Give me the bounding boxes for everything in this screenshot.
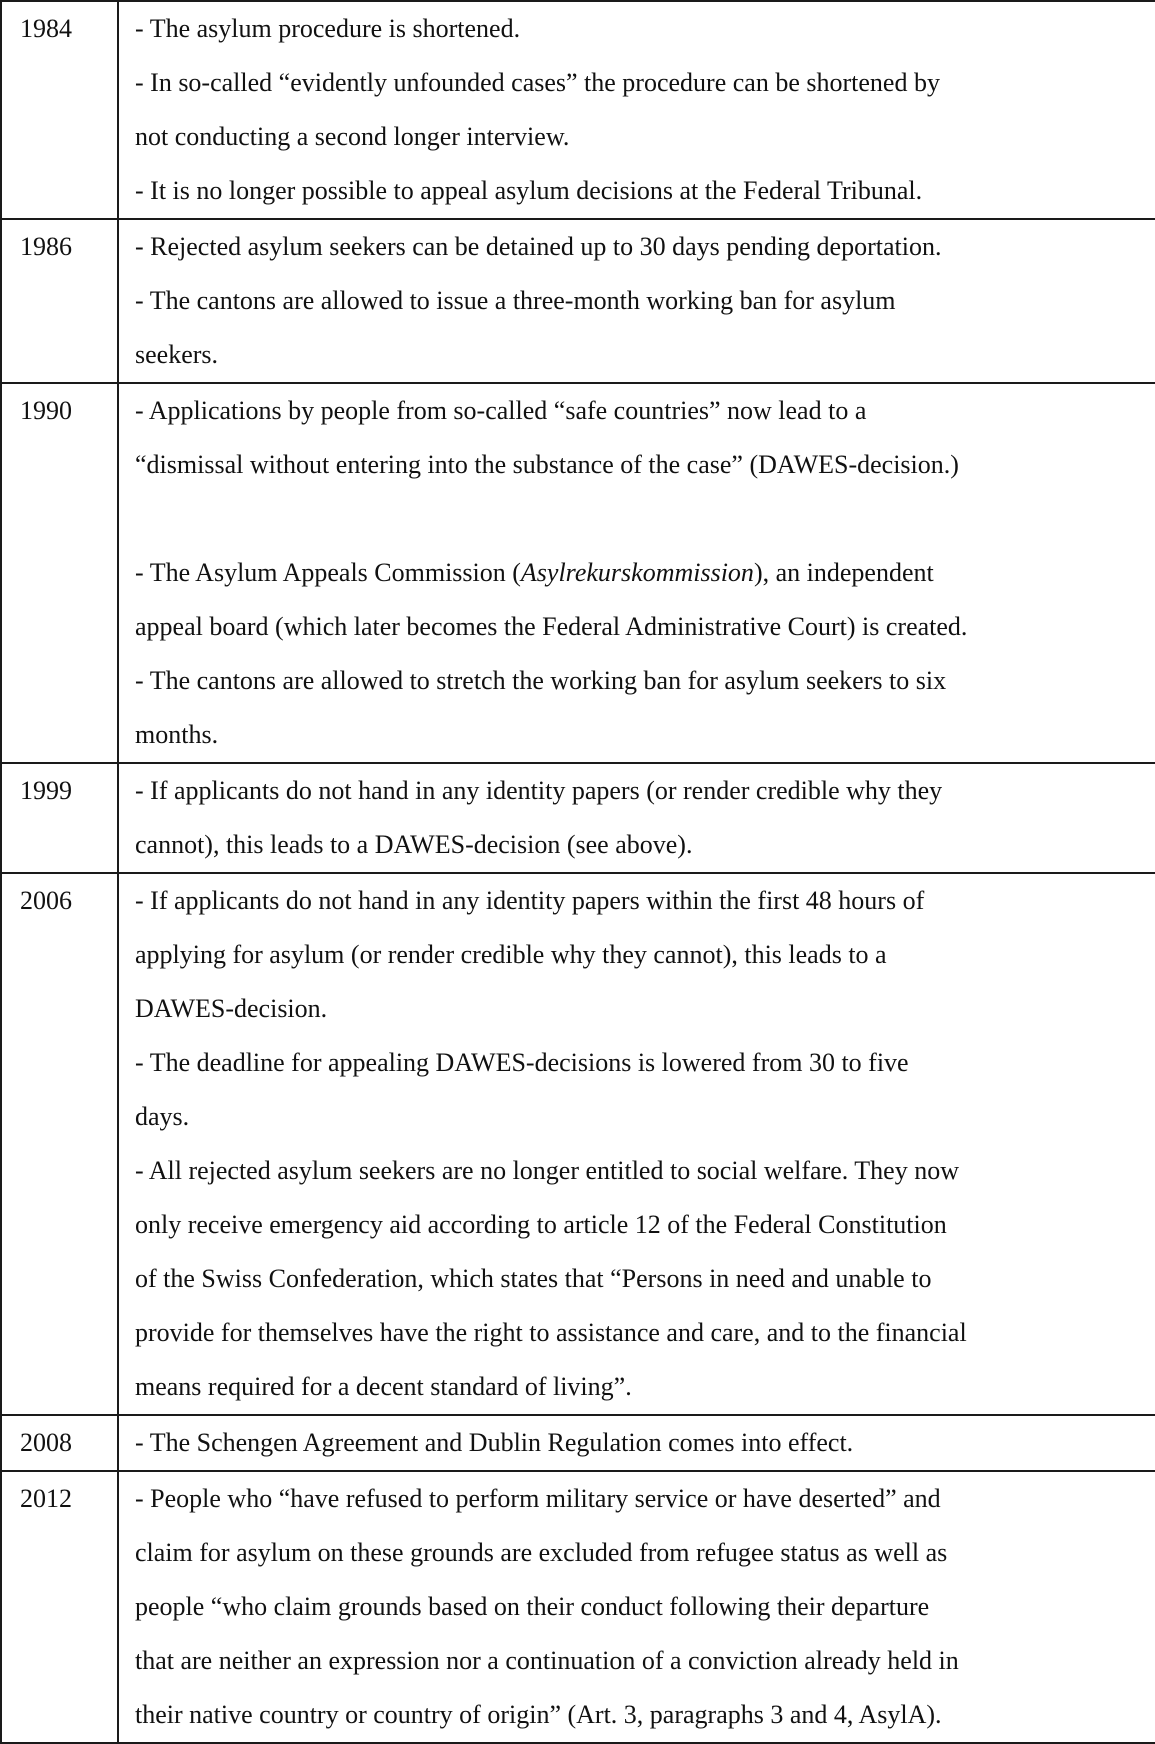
table-row [1, 1, 1155, 219]
description-cell [118, 873, 1155, 1415]
blank-line [135, 492, 1149, 546]
italic-term: Asylrekurskommission [520, 558, 754, 587]
text-line: - The cantons are allowed to issue a three-month working ban for asylum [135, 286, 896, 315]
text-line: - If applicants do not hand in any identity papers within the first 48 hours of [135, 886, 925, 915]
text-line: - Rejected asylum seekers can be detained up to 30 days pending deportation. [135, 232, 942, 261]
text-line: appeal board (which later becomes the Federal Administrative Court) is created. [135, 612, 968, 641]
description-cell [118, 763, 1155, 873]
year-cell: 2008 [1, 1415, 118, 1471]
text-line: that are neither an expression nor a continuation of a conviction already held in [135, 1646, 959, 1675]
text-fragment: ), an independent [753, 558, 934, 587]
text-line: - All rejected asylum seekers are no longer entitled to social welfare. They now [135, 1156, 960, 1185]
year-cell: 2012 [1, 1471, 118, 1743]
description-cell [118, 1471, 1155, 1743]
year-cell: 1984 [1, 1, 118, 219]
description-cell [118, 1, 1155, 219]
text-line: their native country or country of origin” (Art. 3, paragraphs 3 and 4, AsylA). [135, 1700, 942, 1729]
text-line: - The Schengen Agreement and Dublin Regulation comes into effect. [135, 1428, 854, 1457]
text-line: people “who claim grounds based on their conduct following their departure [135, 1592, 930, 1621]
text-line: seekers. [135, 340, 219, 369]
text-fragment: - The Asylum Appeals Commission ( [135, 558, 521, 587]
text-line: cannot), this leads to a DAWES-decision (see above). [135, 830, 693, 859]
text-line: - It is no longer possible to appeal asylum decisions at the Federal Tribunal. [135, 176, 923, 205]
text-line: months. [135, 720, 219, 749]
text-line: - Applications by people from so-called “safe countries” now lead to a [135, 396, 867, 425]
text-line: means required for a decent standard of living”. [135, 1372, 632, 1401]
year-cell: 2006 [1, 873, 118, 1415]
text-line: only receive emergency aid according to article 12 of the Federal Constitution [135, 1210, 947, 1239]
year-cell: 1990 [1, 383, 118, 763]
text-line: DAWES-decision. [135, 994, 328, 1023]
text-line: days. [135, 1102, 190, 1131]
table-row [1, 1415, 1155, 1471]
text-line: of the Swiss Confederation, which states that “Persons in need and unable to [135, 1264, 932, 1293]
text-line: not conducting a second longer interview. [135, 122, 570, 151]
table-row [1, 1471, 1155, 1743]
description-cell [118, 383, 1155, 763]
text-line: - The asylum procedure is shortened. [135, 14, 521, 43]
text-line: - The deadline for appealing DAWES-decisions is lowered from 30 to five [135, 1048, 909, 1077]
text-line: applying for asylum (or render credible why they cannot), this leads to a [135, 940, 887, 969]
table-row [1, 763, 1155, 873]
text-line: - If applicants do not hand in any identity papers (or render credible why they [135, 776, 943, 805]
table-row [1, 219, 1155, 383]
text-line: provide for themselves have the right to assistance and care, and to the financial [135, 1318, 967, 1347]
text-line [135, 546, 1149, 600]
text-line: “dismissal without entering into the substance of the case” (DAWES-decision.) [135, 450, 959, 479]
table-row [1, 873, 1155, 1415]
year-cell: 1999 [1, 763, 118, 873]
year-cell: 1986 [1, 219, 118, 383]
description-cell [118, 1415, 1155, 1471]
table-row [1, 383, 1155, 763]
text-line: - People who “have refused to perform military service or have deserted” and [135, 1484, 941, 1513]
text-line: - In so-called “evidently unfounded cases” the procedure can be shortened by [135, 68, 940, 97]
text-line: - The cantons are allowed to stretch the working ban for asylum seekers to six [135, 666, 947, 695]
description-cell [118, 219, 1155, 383]
text-line: claim for asylum on these grounds are excluded from refugee status as well as [135, 1538, 948, 1567]
